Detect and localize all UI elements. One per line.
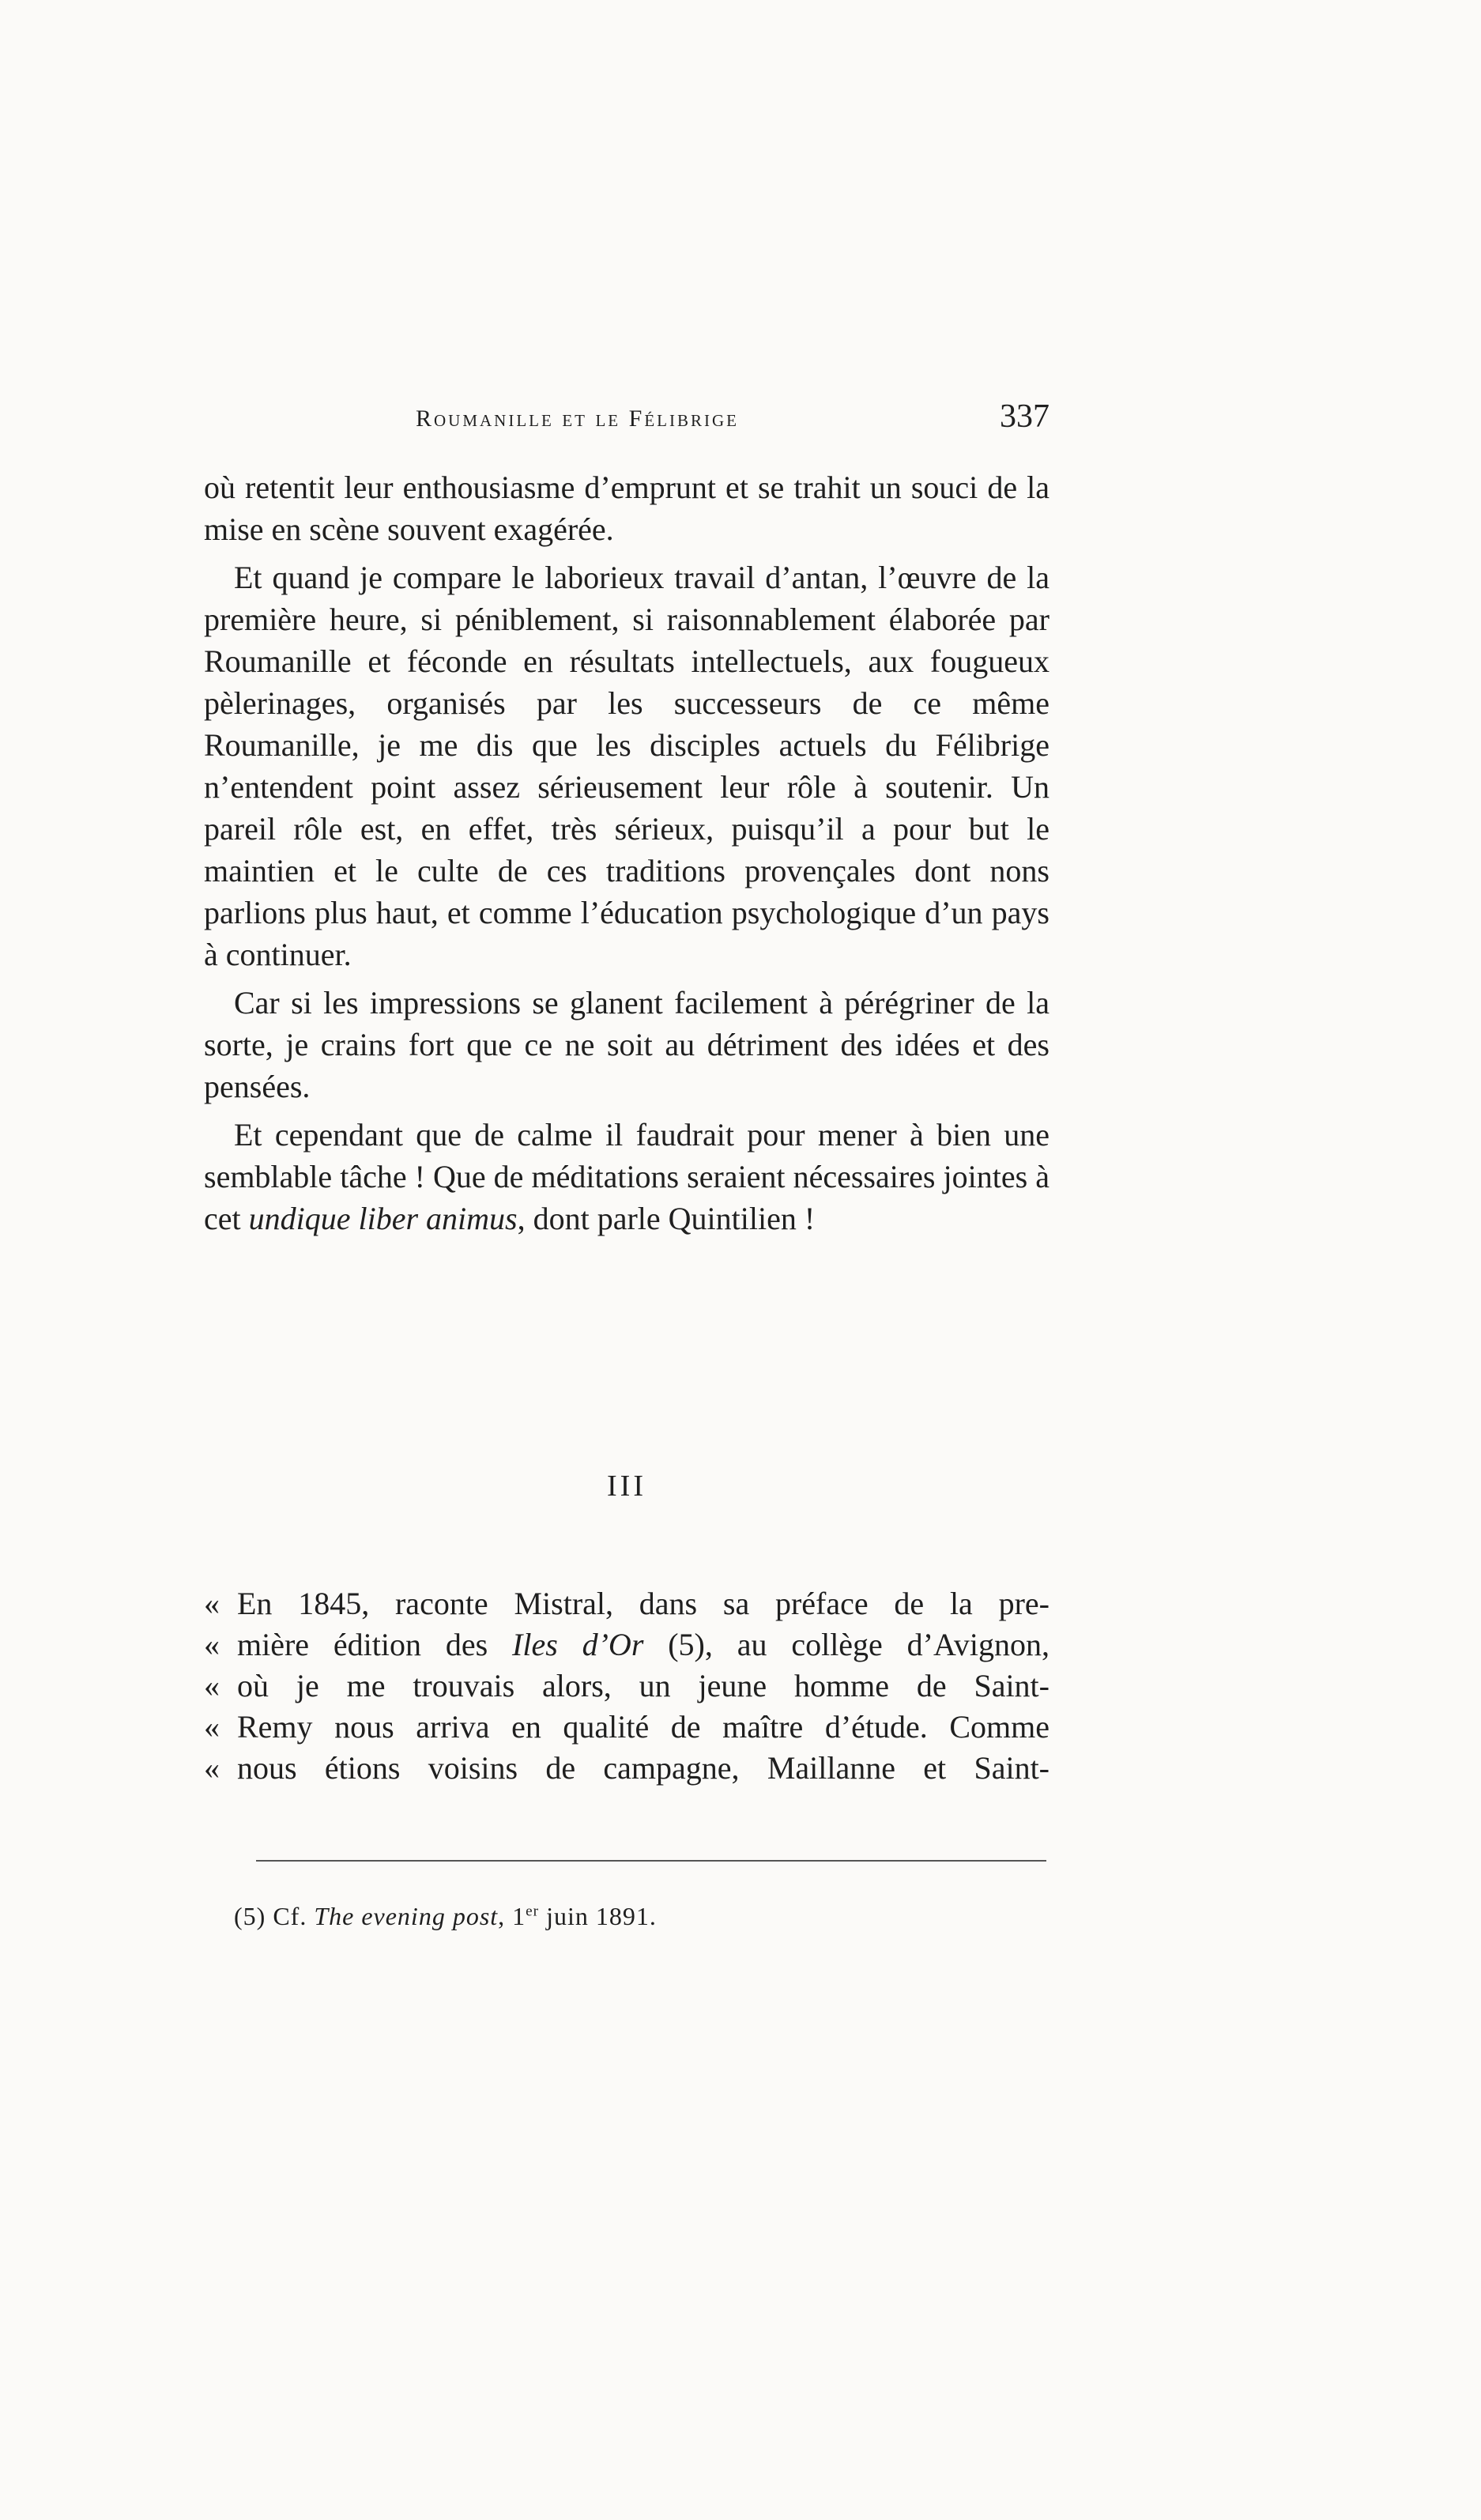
footnote-day: , 1 (498, 1902, 526, 1930)
footnote-rule (256, 1860, 1046, 1862)
footnote-source: The evening post (314, 1902, 499, 1930)
quote-text: nous étions voisins de campagne, Maillanne et Saint- (237, 1750, 1050, 1786)
paragraph-calme (204, 1114, 1050, 1239)
quote-line (204, 1748, 1050, 1789)
footnote-prefix: (5) Cf. (234, 1902, 315, 1930)
mistral-quote (204, 1583, 1050, 1789)
running-title: Roumanille et le Félibrige (416, 406, 739, 432)
quote-mark: « (204, 1627, 220, 1662)
page-number: 337 (1000, 398, 1050, 435)
running-head (204, 399, 1050, 447)
paragraph-impressions: Car si les impressions se glanent facilement à pérégriner de la sorte, je crains fort que ce ne soit au détriment des idées et des pensées. (204, 985, 1050, 1104)
paragraph-calme-end: , dont parle Quintilien ! (517, 1201, 816, 1236)
footnote (234, 1902, 657, 1931)
body-text (204, 466, 1050, 1239)
quote-line (204, 1624, 1050, 1666)
book-title: Iles d’Or (512, 1627, 644, 1662)
quote-mark: « (204, 1709, 220, 1745)
quote-line (204, 1707, 1050, 1748)
quote-line (204, 1583, 1050, 1624)
quote-mark: « (204, 1668, 220, 1703)
quote-text: En 1845, raconte Mistral, dans sa préface de la pre- (237, 1586, 1050, 1621)
paragraph-calme-start: Et cependant que de calme il faudrait pour mener à bien une semblable tâche ! Que de méditations seraient nécessaires jointes à cet (204, 1117, 1050, 1236)
quote-mark: « (204, 1750, 220, 1786)
footnote-suffix: juin 1891. (539, 1902, 657, 1930)
paragraph-continuation: où retentit leur enthousiasme d’emprunt et se trahit un souci de la mise en scène souvent exagérée. (204, 470, 1050, 547)
quote-text: où je me trouvais alors, un jeune homme de Saint- (237, 1668, 1050, 1703)
quote-text: Remy nous arriva en qualité de maître d’étude. Comme (237, 1709, 1050, 1745)
quote-text-end: (5), au collège d’Avignon, (643, 1627, 1050, 1662)
quote-line (204, 1666, 1050, 1707)
footnote-ordinal: er (526, 1903, 540, 1920)
latin-phrase: undique liber animus (248, 1201, 518, 1236)
quote-mark: « (204, 1586, 220, 1621)
section-heading: III (607, 1469, 646, 1503)
quote-text (237, 1624, 1050, 1666)
quote-text-start: mière édition des (237, 1627, 513, 1662)
paragraph-roumanille-work: Et quand je compare le laborieux travail d’antan, l’œuvre de la première heure, si péniblement, si raisonnablement élaborée par Roumanille et féconde en résultats intellectuels, aux fougueux pèlerinages, organisés par les successeurs de ce même Roumanille, je me dis que les disciples actuels du Félibrige n’entendent point assez sérieusement leur rôle à soutenir. Un pareil rôle est, en effet, très sérieux, puisqu’il a pour but le maintien et le culte de ces traditions provençales dont nons parlions plus haut, et comme l’éducation psychologique d’un pays à continuer. (204, 560, 1050, 972)
